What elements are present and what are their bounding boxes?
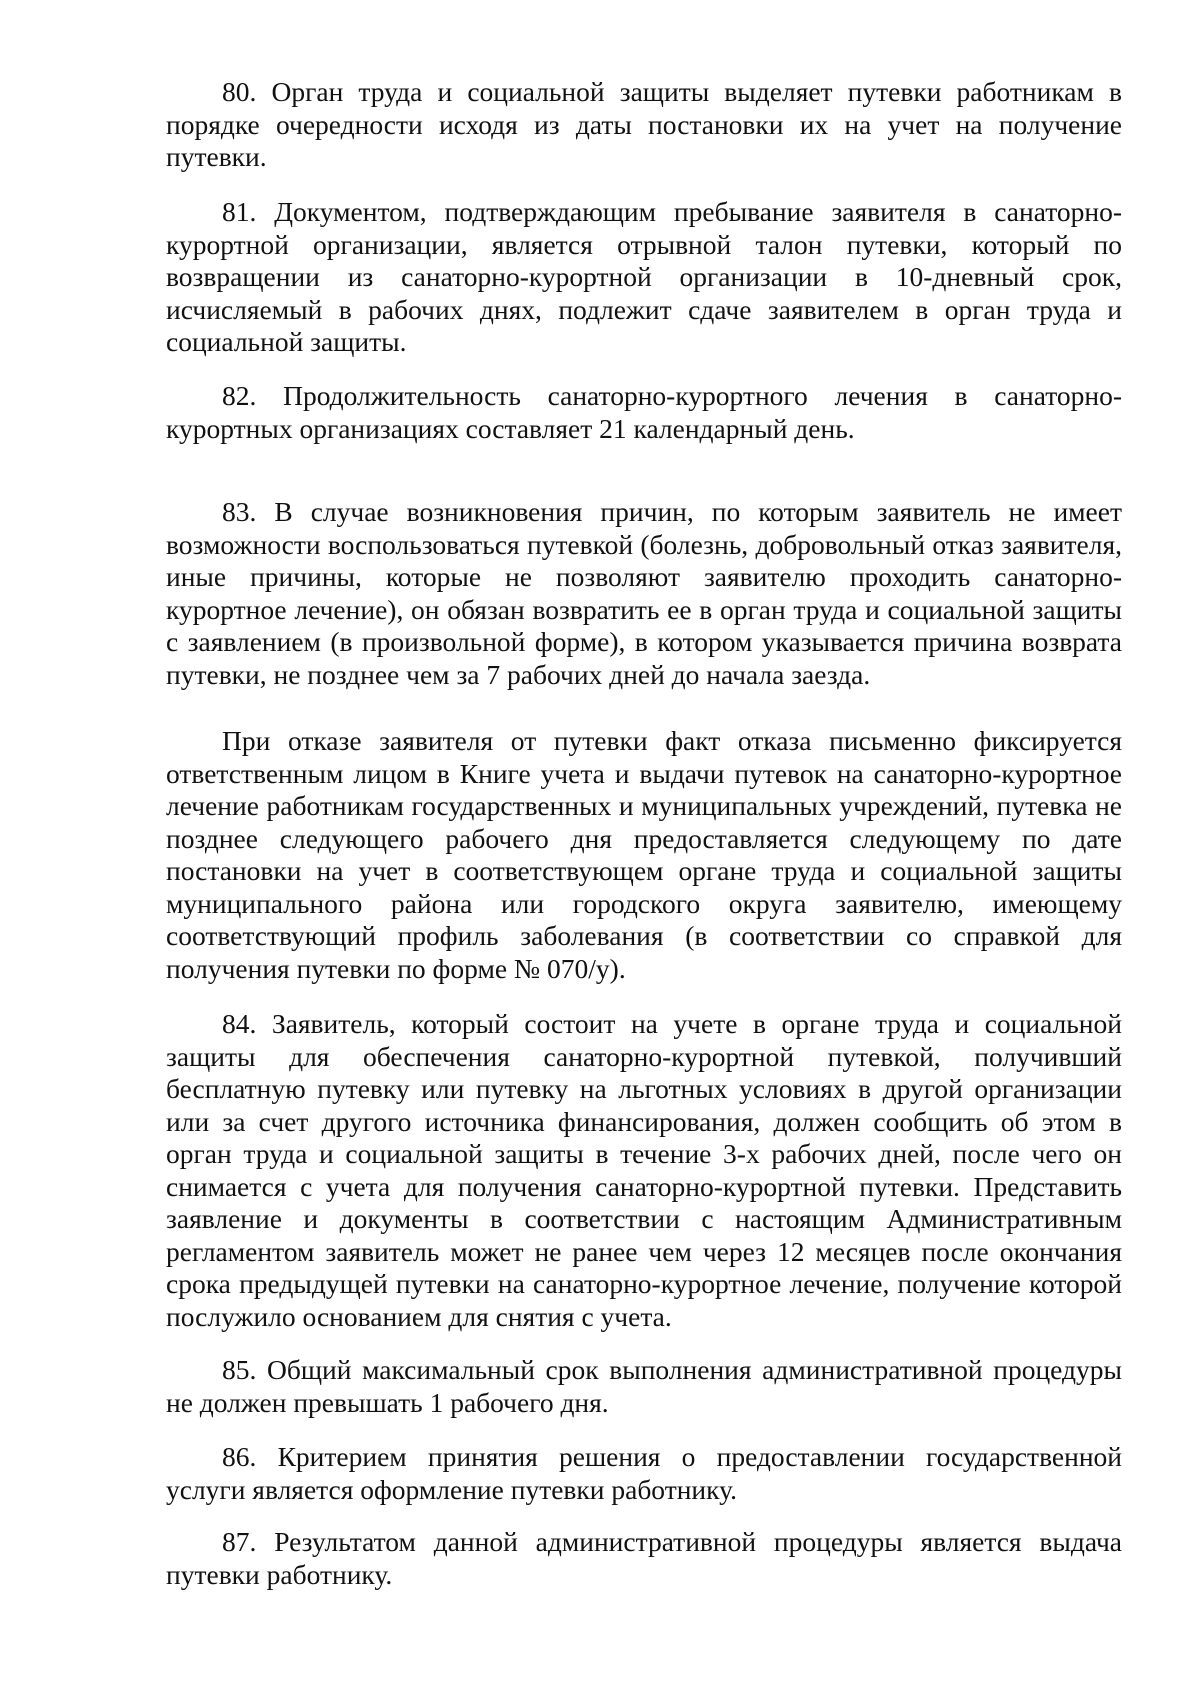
paragraph-83: 83. В случае возникновения причин, по которым заявитель не имеет возможности воспользоваться путевкой (болезнь, добровольный отказ заявителя, иные причины, которые не позволяют заявителю проходить санаторно-курортное лечение), он обязан возвратить ее в орган труда и социальной защиты с заявлением (в произвольной форме), в котором указывается причина возврата путевки, не позднее чем за 7 рабочих дней до начала заезда. bbox=[166, 496, 1122, 690]
paragraph-86: 86. Критерием принятия решения о предоставлении государственной услуги является оформление путевки работнику. bbox=[166, 1441, 1122, 1505]
paragraph-80: 80. Орган труда и социальной защиты выделяет путевки работникам в порядке очередности исходя из даты постановки их на учет на получение путевки. bbox=[166, 76, 1122, 172]
paragraph-81: 81. Документом, подтверждающим пребывание заявителя в санаторно-курортной организации, является отрывной талон путевки, который по возвращении из санаторно-курортной организации в 10-дневный срок, исчисляемый в рабочих днях, подлежит сдаче заявителем в орган труда и социальной защиты. bbox=[166, 196, 1122, 357]
paragraph-82: 82. Продолжительность санаторно-курортного лечения в санаторно-курортных организациях составляет 21 календарный день. bbox=[166, 380, 1122, 444]
paragraph-85: 85. Общий максимальный срок выполнения административной процедуры не должен превышать 1 рабочего дня. bbox=[166, 1354, 1122, 1418]
paragraph-83-continuation: При отказе заявителя от путевки факт отказа письменно фиксируется ответственным лицом в Книге учета и выдачи путевок на санаторно-курортное лечение работникам государственных и муниципальных учреждений, путевка не позднее следующего рабочего дня предоставляется следующему по дате постановки на учет в соответствующем органе труда и социальной защиты муниципального района или городского округа заявителю, имеющему соответствующий профиль заболевания (в соответствии со справкой для получения путевки по форме № 070/у). bbox=[166, 725, 1122, 984]
paragraph-84: 84. Заявитель, который состоит на учете в органе труда и социальной защиты для обеспечения санаторно-курортной путевкой, получивший бесплатную путевку или путевку на льготных условиях в другой организации или за счет другого источника финансирования, должен сообщить об этом в орган труда и социальной защиты в течение 3-х рабочих дней, после чего он снимается с учета для получения санаторно-курортной путевки. Представить заявление и документы в соответствии с настоящим Административным регламентом заявитель может не ранее чем через 12 месяцев после окончания срока предыдущей путевки на санаторно-курортное лечение, получение которой послужило основанием для снятия с учета. bbox=[166, 1008, 1122, 1332]
paragraph-87: 87. Результатом данной административной процедуры является выдача путевки работнику. bbox=[166, 1526, 1122, 1590]
